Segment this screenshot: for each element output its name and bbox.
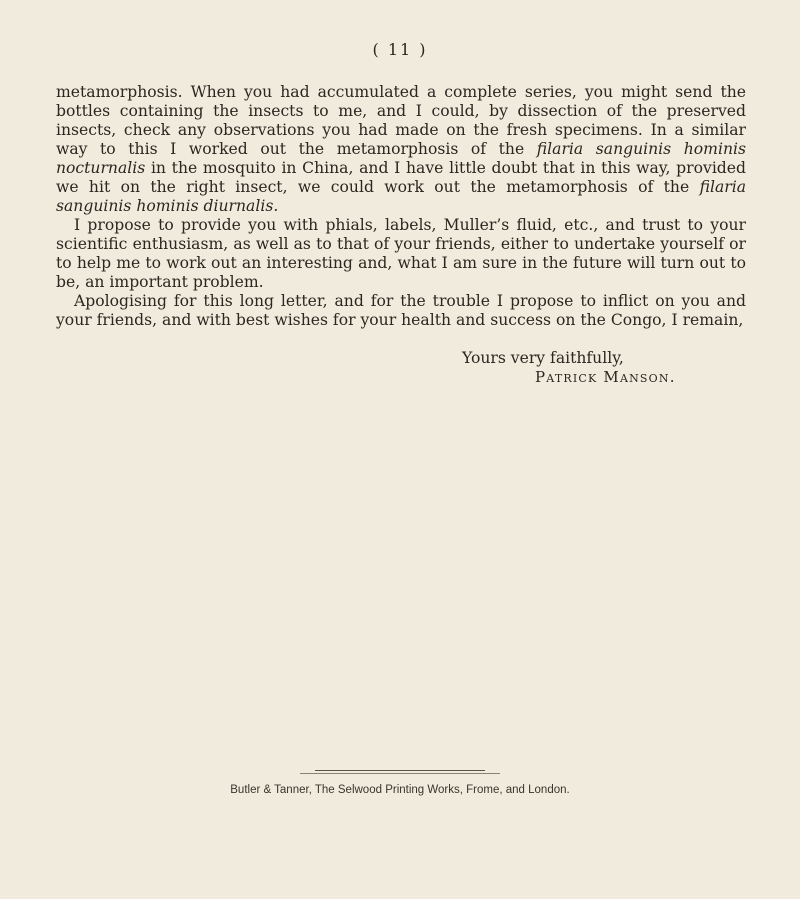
divider-rule (315, 770, 485, 771)
paragraph-1 (56, 83, 746, 216)
paragraph-3: Apologising for this long letter, and for the trouble I propose to inflict on you and your friends, and with best wishes for your health and success on the Congo, I remain, (56, 292, 746, 329)
species-name-diurnalis: filaria sanguinis hominis diurnalis. (56, 178, 746, 215)
printer-imprint: Butler & Tanner, The Selwood Printing Works, Frome, and London. (230, 784, 570, 796)
species-name-nocturnalis: filaria sanguinis hominis nocturnalis (56, 140, 746, 177)
paragraph-1-text-b: in the mosquito in China, and I have little doubt that in this way, provided we hit on the right insect, we could work out the metamorphosis of the (56, 159, 746, 196)
closing-salutation: Yours very faithfully, (462, 349, 624, 367)
page-number: ( 11 ) (372, 40, 428, 59)
paragraph-1-text-a: metamorphosis. When you had accumulated a complete series, you might send the bottles containing the insects to me, and I could, by dissection of the preserved insects, check any observations you had made on the fresh specimens. In a similar way to this I worked out the metamorphosis of the (56, 83, 746, 158)
letter-body (56, 83, 746, 330)
signature-name: Patrick Manson. (535, 368, 676, 386)
paragraph-2: I propose to provide you with phials, labels, Muller’s fluid, etc., and trust to your scientific enthusiasm, as well as to that of your friends, either to undertake yourself or to help me to work out an interesting and, what I am sure in the future will turn out to be, an important problem. (56, 216, 746, 291)
divider-rule-thin (300, 773, 500, 774)
